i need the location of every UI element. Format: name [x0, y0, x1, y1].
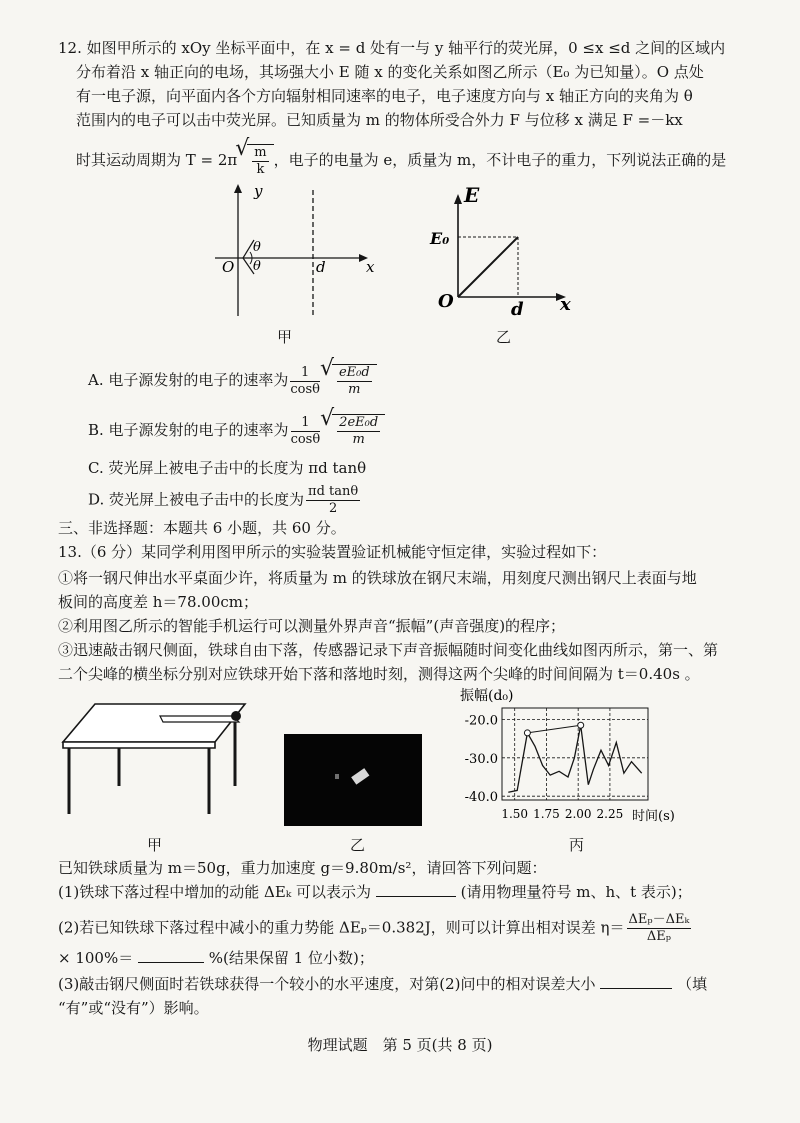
- steel-ruler: [160, 716, 239, 722]
- theta-upper: θ: [253, 240, 261, 255]
- peak-connector: [527, 725, 580, 733]
- part3-text: (3)敲击钢尺侧面时若铁球获得一个较小的水平速度，对第(2)问中的相对误差大小: [58, 975, 596, 993]
- option-a-den: cosθ: [290, 381, 320, 397]
- option-b-den: cosθ: [290, 431, 321, 447]
- part2-hint: %(结果保留 1 位小数)；: [208, 949, 374, 967]
- q13-part3-cont: “有”或“没有”）影响。: [58, 999, 209, 1017]
- q13-part2: [58, 912, 766, 945]
- d-label: d: [511, 299, 524, 320]
- q13-line3: 板间的高度差 h＝78.00cm；: [58, 593, 258, 611]
- option-b: [88, 414, 766, 448]
- option-d-text: D. 荧光屏上被电子击中的长度为: [88, 490, 305, 509]
- option-a: [88, 364, 766, 398]
- answer-blank-3[interactable]: [600, 974, 672, 989]
- caption-yi-13: 乙: [350, 836, 366, 854]
- q12-line2: 分布着沿 x 轴正向的电场，其场强大小 E 随 x 的变化关系如图乙所示（E₀ 为已知量）。O 点处: [76, 63, 704, 81]
- figure-jia: [210, 176, 380, 326]
- caption-jia-13: 甲: [147, 836, 163, 854]
- origin-label: O: [438, 291, 454, 312]
- option-a-text: A. 电子源发射的电子的速率为: [88, 371, 289, 389]
- peak-marker: [524, 730, 530, 736]
- period-formula-text: 时其运动周期为 T = 2π: [76, 151, 238, 169]
- y-tick-label: -30.0: [464, 751, 498, 767]
- y-axis-arrow: [234, 184, 242, 193]
- option-c: C. 荧光屏上被电子击中的长度为 πd tanθ: [88, 459, 367, 477]
- chart-ylabel: 振幅(d₀): [460, 688, 514, 704]
- x-label: x: [366, 258, 375, 276]
- q13-part2-cont: [58, 948, 766, 968]
- part1-text: (1)铁球下落过程中增加的动能 ΔEₖ 可以表示为: [58, 883, 372, 901]
- table-edge: [63, 742, 215, 748]
- x-tick-label: 1.50: [501, 807, 529, 821]
- chart-xlabel: 时间(s): [632, 809, 675, 824]
- E-axis-arrow: [454, 194, 462, 204]
- option-b-rad-den: m: [352, 432, 365, 447]
- part2-percent-text: × 100%＝: [58, 949, 134, 967]
- glare: [335, 774, 339, 779]
- part1-hint: (请用物理量符号 m、h、t 表示)；: [460, 883, 692, 901]
- q12-line3: 有一电子源，向平面内各个方向辐射相同速率的电子，电子速度方向与 x 轴正方向的夹角为 θ: [76, 87, 693, 105]
- q13-part1: [58, 882, 766, 902]
- part2-text: (2)若已知铁球下落过程中减小的重力势能 ΔEₚ＝0.382J，则可以计算出相对误差 η＝: [58, 918, 625, 937]
- caption-yi: 乙: [496, 328, 512, 346]
- q13-line1: 13.（6 分）某同学利用图甲所示的实验装置验证机械能守恒定律，实验过程如下：: [58, 543, 607, 561]
- option-b-rad-num: √ 2eE₀d: [339, 415, 379, 430]
- q13-line5: ③迅速敲击钢尺侧面，铁球自由下落，传感器记录下声音振幅随时间变化曲线如图丙所示，第一、第: [58, 641, 719, 659]
- y-tick-label: -20.0: [464, 713, 498, 729]
- theta-lower: θ: [253, 259, 261, 274]
- part3-fill-note: （填: [677, 975, 708, 993]
- sqrt-m-over-k: [247, 144, 273, 178]
- peak-marker: [578, 722, 584, 728]
- option-b-text: B. 电子源发射的电子的速率为: [88, 421, 289, 439]
- caption-jia: 甲: [277, 328, 293, 346]
- eta-denominator: ΔEₚ: [646, 929, 671, 944]
- q12-line1: 12. 如图甲所示的 xOy 坐标平面中，在 x = d 处有一与 y 轴平行的荧光屏，0 ≤x ≤d 之间的区域内: [58, 39, 726, 57]
- y-label: y: [254, 182, 263, 200]
- x-tick-label: 2.25: [596, 807, 624, 821]
- origin-label: O: [222, 258, 235, 276]
- answer-blank-1[interactable]: [376, 882, 456, 897]
- phone-image: [284, 734, 422, 826]
- q13-part3: [58, 974, 766, 994]
- frac-k: k: [256, 162, 265, 177]
- page-footer: 物理试题 第 5 页(共 8 页): [307, 1036, 493, 1054]
- frac-m: √ m: [254, 145, 267, 160]
- iron-ball: [231, 711, 241, 721]
- q13-line2: ①将一钢尺伸出水平桌面少许，将质量为 m 的铁球放在钢尺末端，用刻度尺测出钢尺上表面与地: [58, 569, 697, 587]
- option-a-rad-den: m: [348, 382, 361, 397]
- amplitude-chart: [452, 684, 692, 824]
- option-a-rad-num: √ eE₀d: [338, 365, 370, 380]
- E-vs-x-line: [458, 237, 518, 297]
- d-label: d: [316, 258, 326, 276]
- E0-label: E₀: [430, 229, 450, 248]
- y-tick-label: -40.0: [464, 790, 498, 806]
- table-top: [63, 704, 245, 742]
- E-label: E: [464, 183, 480, 207]
- answer-blank-2[interactable]: [138, 948, 204, 963]
- q12-line4: 范围内的电子可以击中荧光屏。已知质量为 m 的物体所受合外力 F 与位移 x 满足 F =－kx: [76, 111, 683, 129]
- table-apparatus: [55, 694, 255, 828]
- phone-screen: [351, 768, 369, 785]
- caption-bing: 丙: [569, 836, 585, 854]
- figure-yi: [424, 180, 584, 320]
- x-tick-label: 1.75: [533, 807, 560, 821]
- option-d-den: 2: [328, 501, 338, 516]
- q13-line4: ②利用图乙所示的智能手机运行可以测量外界声音“振幅”(声音强度)的程序；: [58, 617, 566, 635]
- q12-line5: [76, 144, 766, 178]
- x-tick-label: 2.00: [564, 807, 592, 821]
- option-a-num: 1: [290, 365, 320, 382]
- smartphone-photo: [284, 734, 422, 826]
- q13-given: 已知铁球质量为 m＝50g，重力加速度 g＝9.80m/s²，请回答下列问题：: [58, 859, 547, 877]
- q13-line6: 二个尖峰的横坐标分别对应铁球开始下落和落地时刻，测得这两个尖峰的时间间隔为 t＝0.40s 。: [58, 665, 700, 683]
- x-label: x: [560, 294, 571, 315]
- option-d-num: πd tanθ: [308, 484, 359, 499]
- eta-numerator: ΔEₚ－ΔEₖ: [628, 912, 690, 927]
- option-d: [88, 484, 766, 517]
- option-b-num: 1: [291, 415, 321, 432]
- section-3-heading: 三、非选择题：本题共 6 小题，共 60 分。: [58, 519, 346, 537]
- q12-line5-rest: ，电子的电量为 e，质量为 m，不计电子的重力，下列说法正确的是: [273, 151, 727, 169]
